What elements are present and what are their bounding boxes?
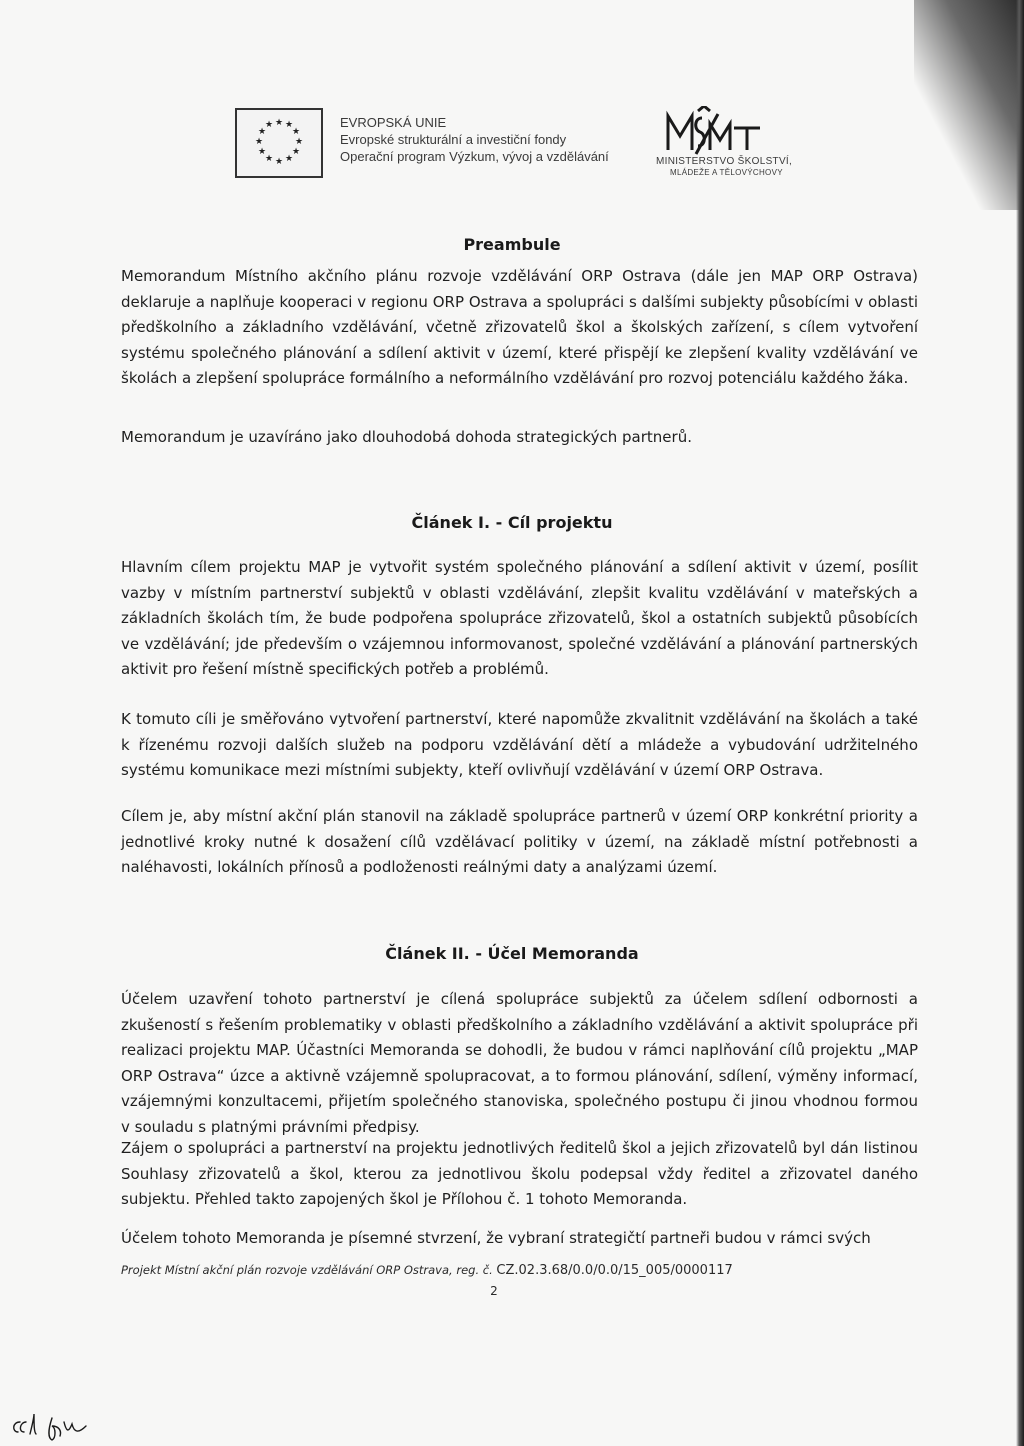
svg-text:★: ★	[257, 127, 267, 137]
scan-shadow	[914, 0, 1024, 210]
svg-text:★: ★	[291, 127, 301, 137]
ministry-text	[656, 156, 816, 178]
svg-text:★: ★	[274, 157, 284, 167]
svg-text:★: ★	[264, 120, 274, 130]
eu-line: EVROPSKÁ UNIE	[340, 115, 447, 130]
svg-text:★: ★	[257, 147, 267, 157]
svg-text:★: ★	[284, 120, 294, 130]
svg-text:★: ★	[291, 147, 301, 157]
scan-edge	[1016, 0, 1024, 1446]
svg-text:★: ★	[294, 137, 304, 147]
msmt-logo	[662, 106, 772, 162]
svg-text:★: ★	[264, 154, 274, 164]
article-2-heading: Článek II. - Účel Memoranda	[385, 944, 639, 963]
eu-line: Operační program Výzkum, vývoj a vzdělávání	[340, 149, 609, 164]
svg-text:★: ★	[254, 137, 264, 147]
eu-flag-logo	[235, 108, 323, 178]
svg-text:★: ★	[284, 154, 294, 164]
ministry-line: MINISTERSTVO ŠKOLSTVÍ,	[656, 156, 793, 167]
article-1-heading: Článek I. - Cíl projektu	[411, 513, 613, 532]
paragraph: Zájem o spolupráci a partnerství na projektu jednotlivých ředitelů škol a jejich zřizovatelů byl dán listinou Souhlasy zřizovatelů a škol, kterou za jednotlivou školu podepsal vždy ředitel a zřizovatel daného subjektu. Přehled takto zapojených škol je Přílohou č. 1 tohoto Memoranda.	[121, 1139, 918, 1208]
handwritten-initials	[8, 1410, 98, 1446]
svg-text:★: ★	[274, 118, 284, 128]
paragraph: Hlavním cílem projektu MAP je vytvořit systém společného plánování a sdílení aktivit v území, posílit vazby v místním partnerství subjektů v oblasti vzdělávání, zlepšit kvalitu vzdělávání v mateřských a základních školách tím, že bude podpořena spolupráce zřizovatelů, škol a ostatních subjektů působících ve vzdělávání; jde především o vzájemnou informovanost, společné vzdělávání a plánování partnerských aktivit pro řešení místně specifických potřeb a problémů.	[121, 558, 918, 678]
paragraph: Memorandum je uzavíráno jako dlouhodobá dohoda strategických partnerů.	[121, 428, 692, 446]
footer-project-code: CZ.02.3.68/0.0/0.0/15_005/0000117	[496, 1263, 733, 1278]
paragraph: K tomuto cíli je směřováno vytvoření partnerství, které napomůže zkvalitnit vzdělávání na školách a také k řízenému rozvoji dalších služeb na podporu vzdělávání dětí a mládeže a vybudování udržitelného systému komunikace mezi místními subjekty, kteří ovlivňují vzdělávání v území ORP Ostrava.	[121, 710, 918, 779]
preambule-heading: Preambule	[463, 235, 561, 254]
paragraph: Cílem je, aby místní akční plán stanovil na základě spolupráce partnerů v území ORP konkrétní priority a jednotlivé kroky nutné k dosažení cílů vzdělávací politiky v území, na základě místní potřebnosti a naléhavosti, lokálních přínosů a podloženosti reálnými daty a analýzami území.	[121, 807, 918, 876]
paragraph: Účelem uzavření tohoto partnerství je cílená spolupráce subjektů za účelem sdílení odbornosti a zkušeností s řešením problematiky v oblasti předškolního a základního vzdělávání a aktivit spolupráce při realizaci projektu MAP. Účastníci Memoranda se dohodli, že budou v rámci naplňování cílů projektu „MAP ORP Ostrava“ úzce a aktivně vzájemně spolupracovat, a to formou plánování, sdílení, výměny informací, vzájemnými konzultacemi, přijetím společného stanoviska, společného postupu či jinou vhodnou formou v souladu s platnými právními předpisy.	[121, 990, 918, 1136]
footer-project	[121, 1263, 881, 1278]
paragraph: Účelem tohoto Memoranda je písemné stvrzení, že vybraní strategičtí partneři budou v rámci svých	[121, 1229, 871, 1247]
paragraph: Memorandum Místního akčního plánu rozvoje vzdělávání ORP Ostrava (dále jen MAP ORP Ostrava) deklaruje a naplňuje kooperaci v regionu ORP Ostrava a spolupráci s dalšími subjekty působícími v oblasti předškolního a základního vzdělávání, včetně zřizovatelů škol a školských zařízení, s cílem vytvoření systému společného plánování a sdílení aktivit v území, které přispějí ke zlepšení kvality vzdělávání ve školách a zlepšení spolupráce formálního a neformálního vzdělávání pro rozvoj potenciálu každého žáka.	[121, 267, 918, 387]
ministry-line: MLÁDEŽE A TĚLOVÝCHOVY	[670, 168, 783, 177]
eu-program-text	[340, 114, 660, 165]
page-number: 2	[490, 1284, 498, 1298]
footer-project-text: Projekt Místní akční plán rozvoje vzdělávání ORP Ostrava, reg. č.	[121, 1263, 497, 1277]
eu-line: Evropské strukturální a investiční fondy	[340, 132, 567, 147]
